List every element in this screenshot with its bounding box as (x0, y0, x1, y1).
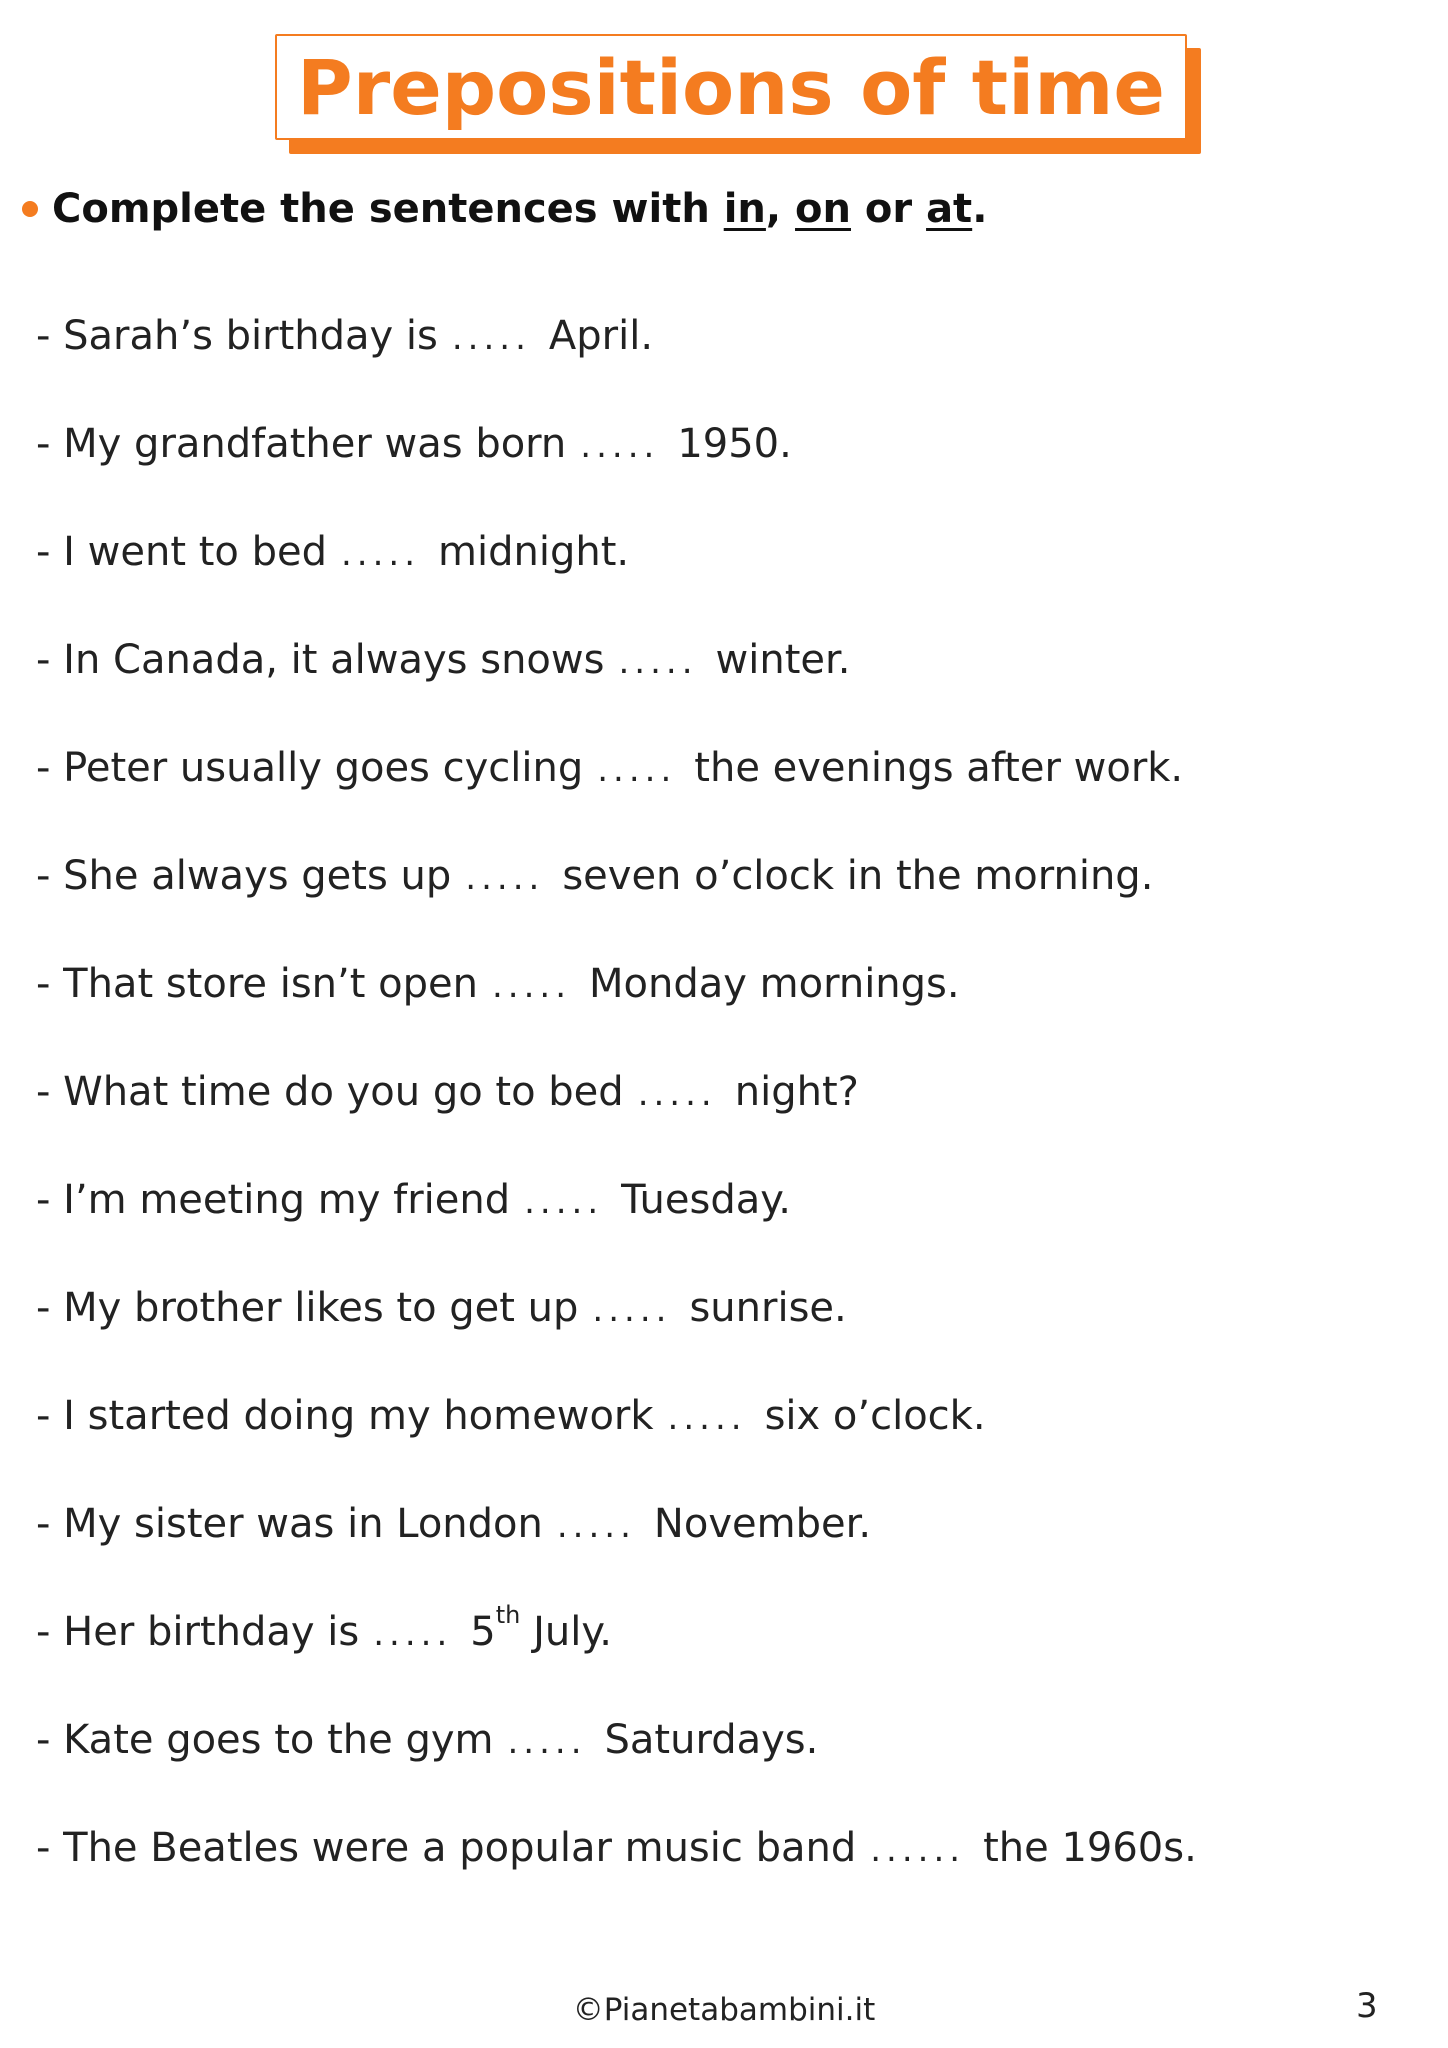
sentence-text: winter. (715, 637, 851, 683)
sentence-text: the 1960s. (983, 1825, 1197, 1871)
sentence-5 (36, 738, 1416, 846)
answer-blank[interactable]: ..... (580, 426, 660, 466)
sentence-text: - What time do you go to bed (36, 1069, 624, 1115)
page-number: 3 (1356, 1986, 1378, 2026)
title-banner (275, 34, 1187, 142)
answer-blank[interactable]: ..... (618, 642, 698, 682)
sentence-text: - My grandfather was born (36, 421, 567, 467)
sentence-text: April. (548, 313, 654, 359)
sentence-text: - She always gets up (36, 853, 452, 899)
answer-blank[interactable]: ..... (507, 1722, 587, 1762)
sentence-text: Monday mornings. (589, 961, 960, 1007)
sentence-text: - Sarah’s birthday is (36, 313, 438, 359)
answer-blank[interactable]: ...... (870, 1830, 966, 1870)
sentence-text: - My brother likes to get up (36, 1285, 579, 1331)
sentence-text: sunrise. (689, 1285, 847, 1331)
sentence-15 (36, 1818, 1416, 1926)
sentence-text: Tuesday. (621, 1177, 791, 1223)
instruction-suffix: . (972, 186, 988, 232)
sentence-14 (36, 1710, 1416, 1818)
footer-copyright: ©Pianetabambini.it (572, 1992, 876, 2028)
sentence-text: - I went to bed (36, 529, 327, 575)
option-on: on (795, 186, 851, 232)
instruction-sep2: or (851, 186, 927, 232)
sentence-13 (36, 1602, 1416, 1710)
sentence-text: - That store isn’t open (36, 961, 478, 1007)
sentence-text: - I started doing my homework (36, 1393, 654, 1439)
sentence-text: November. (653, 1501, 872, 1547)
sentence-text: the evenings after work. (694, 745, 1184, 791)
instruction (22, 186, 987, 232)
sentence-6 (36, 846, 1416, 954)
sentence-10 (36, 1278, 1416, 1386)
sentence-text: - My sister was in London (36, 1501, 543, 1547)
sentence-text: 1950. (677, 421, 792, 467)
answer-blank[interactable]: ..... (637, 1074, 717, 1114)
sentence-text: - I’m meeting my friend (36, 1177, 511, 1223)
answer-blank[interactable]: ..... (451, 318, 531, 358)
option-at: at (926, 186, 973, 232)
sentence-4 (36, 630, 1416, 738)
date-number: 5 (470, 1609, 496, 1655)
instruction-sep1: , (765, 186, 796, 232)
answer-blank[interactable]: ..... (491, 966, 572, 1006)
sentence-text: midnight. (438, 529, 630, 575)
sentence-12 (36, 1494, 1416, 1602)
sentence-text: - Her birthday is (36, 1609, 360, 1655)
sentence-text: - Kate goes to the gym (36, 1717, 494, 1763)
bullet-icon (22, 201, 38, 217)
sentence-text: seven o’clock in the morning. (562, 853, 1154, 899)
title-box (275, 34, 1187, 140)
sentence-text: six o’clock. (764, 1393, 986, 1439)
ordinal-suffix: th (495, 1601, 521, 1629)
instruction-prefix: Complete the sentences with (52, 186, 724, 232)
sentence-text: July. (520, 1609, 613, 1655)
sentence-text: Saturdays. (604, 1717, 819, 1763)
sentence-3 (36, 522, 1416, 630)
sentence-1 (36, 306, 1416, 414)
sentence-text: - In Canada, it always snows (36, 637, 605, 683)
sentence-text: - Peter usually goes cycling (36, 745, 584, 791)
option-in: in (723, 186, 766, 232)
page-title: Prepositions of time (297, 42, 1165, 132)
sentence-7 (36, 954, 1416, 1062)
sentence-text: - The Beatles were a popular music band (36, 1825, 857, 1871)
sentence-text: night? (734, 1069, 859, 1115)
answer-blank[interactable]: ..... (597, 750, 677, 790)
answer-blank[interactable]: ..... (465, 858, 545, 898)
answer-blank[interactable]: ..... (556, 1506, 636, 1546)
sentence-8 (36, 1062, 1416, 1170)
sentence-9 (36, 1170, 1416, 1278)
sentence-11 (36, 1386, 1416, 1494)
answer-blank[interactable]: ..... (524, 1182, 604, 1222)
sentence-list (36, 306, 1416, 1926)
answer-blank[interactable]: ..... (373, 1614, 453, 1654)
answer-blank[interactable]: ..... (667, 1398, 747, 1438)
answer-blank[interactable]: ..... (592, 1290, 672, 1330)
sentence-2 (36, 414, 1416, 522)
answer-blank[interactable]: ..... (341, 534, 421, 574)
